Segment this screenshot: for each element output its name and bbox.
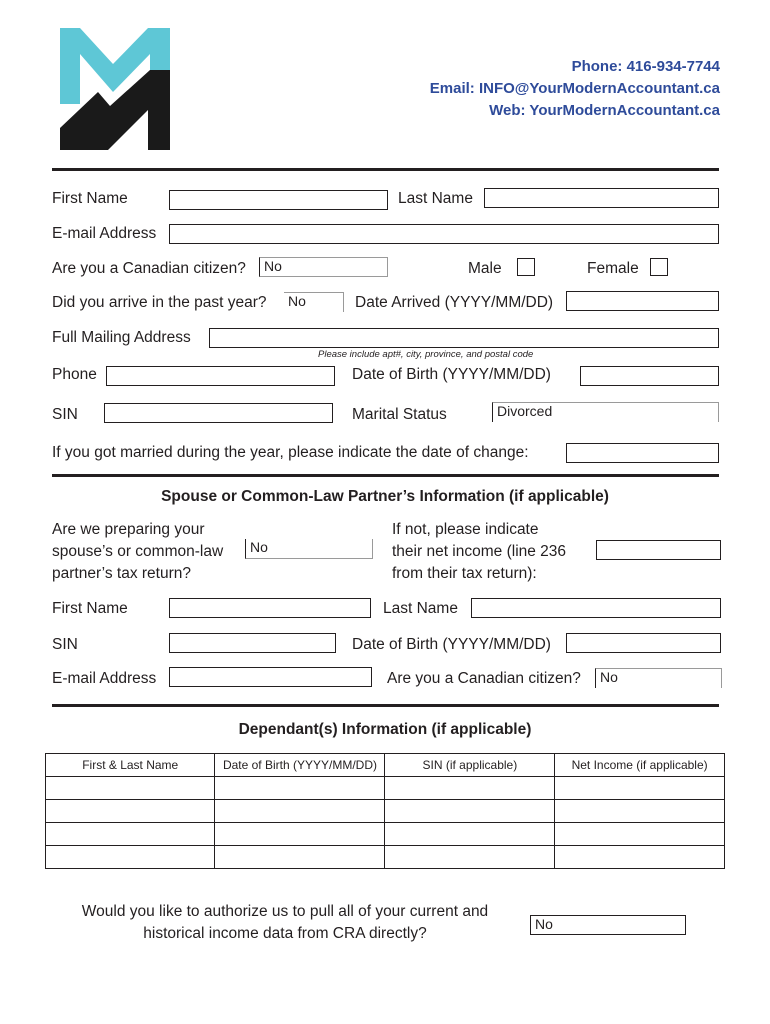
col-sin-header: SIN (if applicable) <box>385 754 555 777</box>
male-label: Male <box>468 260 502 277</box>
spouse-citizen-select[interactable]: No <box>595 668 722 688</box>
marital-select[interactable]: Divorced <box>492 402 719 422</box>
header-divider <box>52 168 719 171</box>
table-cell[interactable] <box>385 777 555 800</box>
table-cell[interactable] <box>46 777 215 800</box>
dob-input[interactable] <box>580 366 719 386</box>
preparing-question <box>52 519 223 585</box>
spouse-sin-label: SIN <box>52 636 78 653</box>
sin-input[interactable] <box>104 403 333 423</box>
contact-block <box>430 56 720 122</box>
table-cell[interactable] <box>385 800 555 823</box>
spouse-dob-label: Date of Birth (YYYY/MM/DD) <box>352 636 551 653</box>
net-income-question <box>392 519 566 585</box>
table-cell[interactable] <box>385 823 555 846</box>
first-name-label: First Name <box>52 190 128 207</box>
marital-label: Marital Status <box>352 406 447 423</box>
table-cell[interactable] <box>555 823 725 846</box>
spouse-email-input[interactable] <box>169 667 372 687</box>
table-header-row <box>46 754 725 777</box>
authorize-question <box>62 901 508 945</box>
arrived-select[interactable]: No <box>284 292 344 312</box>
contact-web[interactable]: Web: YourModernAccountant.ca <box>489 102 720 119</box>
table-cell[interactable] <box>555 777 725 800</box>
spouse-divider <box>52 474 719 477</box>
male-checkbox[interactable] <box>517 258 535 276</box>
first-name-input[interactable] <box>169 190 388 210</box>
spouse-section-title: Spouse or Common-Law Partner’s Information (if applicable) <box>161 488 609 505</box>
date-arrived-input[interactable] <box>566 291 719 311</box>
mailing-hint: Please include apt#, city, province, and postal code <box>318 349 534 360</box>
dependants-section-title: Dependant(s) Information (if applicable) <box>238 721 532 738</box>
table-row <box>46 823 725 846</box>
last-name-label: Last Name <box>398 190 473 207</box>
preparing-line-1: Are we preparing your <box>52 521 205 538</box>
spouse-email-label: E-mail Address <box>52 670 157 687</box>
phone-input[interactable] <box>106 366 335 386</box>
spouse-first-name-input[interactable] <box>169 598 371 618</box>
table-cell[interactable] <box>385 846 555 869</box>
table-cell[interactable] <box>46 823 215 846</box>
net-income-line-1: If not, please indicate <box>392 521 539 538</box>
col-name-header: First & Last Name <box>46 754 215 777</box>
authorize-select[interactable]: No <box>530 915 686 935</box>
married-change-label: If you got married during the year, please indicate the date of change: <box>52 444 529 461</box>
last-name-input[interactable] <box>484 188 719 208</box>
net-income-line-2: their net income (line 236 <box>392 543 567 560</box>
spouse-citizen-label: Are you a Canadian citizen? <box>387 670 581 687</box>
table-cell[interactable] <box>46 846 215 869</box>
citizen-select[interactable]: No <box>259 257 388 277</box>
mm-logo-icon <box>58 26 174 152</box>
citizen-label: Are you a Canadian citizen? <box>52 260 246 277</box>
table-cell[interactable] <box>215 823 385 846</box>
mailing-input[interactable] <box>209 328 719 348</box>
arrived-label: Did you arrive in the past year? <box>52 294 267 311</box>
authorize-line-1: Would you like to authorize us to pull all of your current and <box>81 903 489 920</box>
female-label: Female <box>587 260 639 277</box>
table-row <box>46 800 725 823</box>
spouse-last-name-label: Last Name <box>383 600 458 617</box>
spouse-dob-input[interactable] <box>566 633 721 653</box>
phone-label: Phone <box>52 366 97 383</box>
table-cell[interactable] <box>46 800 215 823</box>
dependants-divider <box>52 704 719 707</box>
mailing-label: Full Mailing Address <box>52 329 191 346</box>
table-cell[interactable] <box>215 846 385 869</box>
email-label: E-mail Address <box>52 225 157 242</box>
table-cell[interactable] <box>555 846 725 869</box>
married-change-input[interactable] <box>566 443 719 463</box>
contact-phone: Phone: 416-934-7744 <box>571 58 720 75</box>
dependants-table <box>45 753 725 869</box>
dob-label: Date of Birth (YYYY/MM/DD) <box>352 366 551 383</box>
table-cell[interactable] <box>215 800 385 823</box>
preparing-line-2: spouse’s or common-law <box>52 543 224 560</box>
female-checkbox[interactable] <box>650 258 668 276</box>
col-dob-header: Date of Birth (YYYY/MM/DD) <box>215 754 385 777</box>
table-row <box>46 846 725 869</box>
preparing-select[interactable]: No <box>245 539 373 559</box>
sin-label: SIN <box>52 406 78 423</box>
authorize-line-2: historical income data from CRA directly? <box>143 925 427 942</box>
table-row <box>46 777 725 800</box>
date-arrived-label: Date Arrived (YYYY/MM/DD) <box>355 294 554 311</box>
net-income-line-3: from their tax return): <box>392 565 537 582</box>
table-cell[interactable] <box>555 800 725 823</box>
spouse-first-name-label: First Name <box>52 600 128 617</box>
col-income-header: Net Income (if applicable) <box>555 754 725 777</box>
spouse-sin-input[interactable] <box>169 633 336 653</box>
net-income-input[interactable] <box>596 540 721 560</box>
contact-email[interactable]: Email: INFO@YourModernAccountant.ca <box>429 80 720 97</box>
email-input[interactable] <box>169 224 719 244</box>
table-cell[interactable] <box>215 777 385 800</box>
spouse-last-name-input[interactable] <box>471 598 721 618</box>
preparing-line-3: partner’s tax return? <box>52 565 192 582</box>
